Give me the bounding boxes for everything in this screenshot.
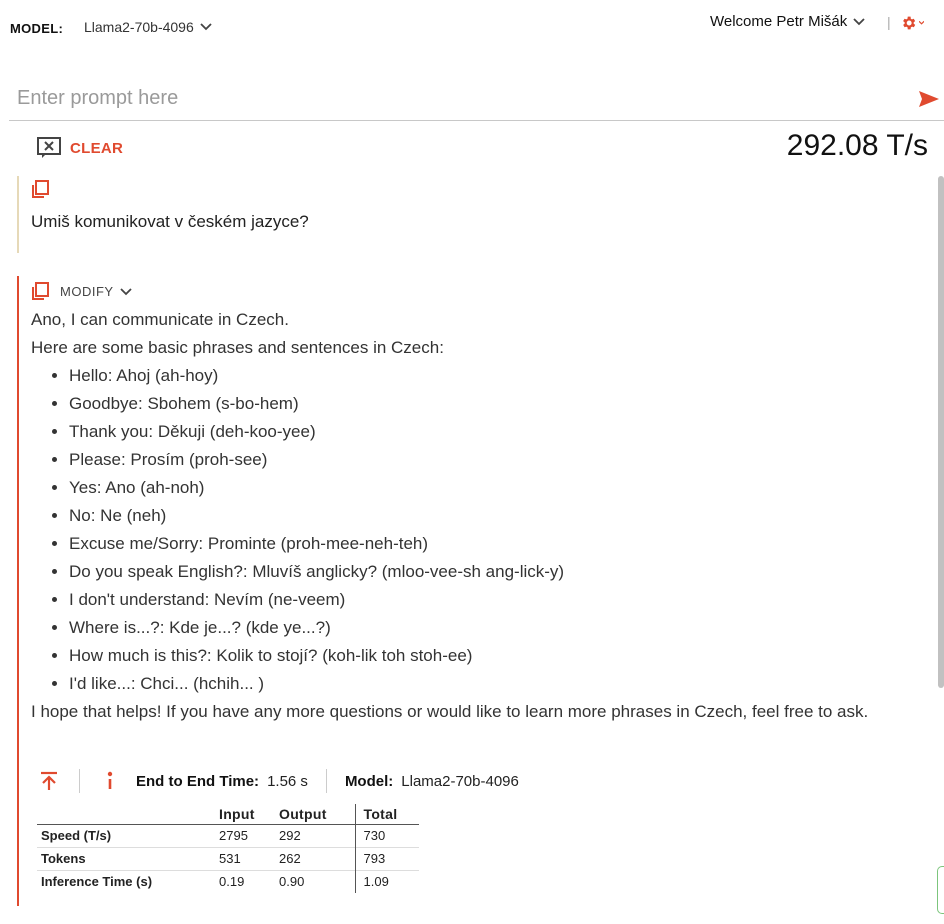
bot-outro: I hope that helps! If you have any more questions or would like to learn more phrases in Czech, feel free to ask. (31, 702, 869, 721)
clear-label: CLEAR (70, 139, 124, 157)
bot-intro-line: Here are some basic phrases and sentences in Czech: (31, 338, 444, 357)
copy-button[interactable] (30, 179, 50, 199)
list-item: • Where is...?: Kde je...? (kde ye...?) (69, 614, 921, 642)
info-icon (105, 771, 115, 791)
cell-input: 2795 (215, 824, 275, 847)
table-row (37, 870, 419, 893)
list-item: • Hello: Ahoj (ah-hoy) (69, 362, 921, 390)
list-item: • I'd like...: Chci... (hchih... ) (69, 670, 921, 698)
row-label: Speed (T/s) (37, 824, 215, 847)
modify-label: MODIFY (60, 284, 114, 299)
list-item: • Yes: Ano (ah-noh) (69, 474, 921, 502)
row-label: Tokens (37, 847, 215, 870)
bot-message-text (31, 306, 921, 726)
copy-button[interactable] (30, 281, 50, 301)
prompt-bar (9, 80, 944, 121)
copy-icon (30, 281, 50, 301)
metrics-table (37, 804, 419, 893)
side-tab[interactable] (937, 866, 944, 914)
chevron-down-icon (200, 23, 212, 31)
arrow-up-icon (40, 771, 58, 791)
model-dropdown-value: Llama2-70b-4096 (84, 19, 194, 35)
cell-input: 531 (215, 847, 275, 870)
send-button[interactable] (918, 89, 940, 109)
list-item: • No: Ne (neh) (69, 502, 921, 530)
list-item: • I don't understand: Nevím (ne-veem) (69, 586, 921, 614)
column-header: Total (355, 804, 419, 824)
list-item: • Do you speak English?: Mluvíš anglicky? (mloo-vee-sh ang-lick-y) (69, 558, 921, 586)
stats-model-value: Llama2-70b-4096 (401, 772, 519, 790)
scrollbar[interactable] (938, 176, 944, 688)
phrase-list (31, 362, 921, 698)
cell-total: 730 (355, 824, 419, 847)
send-icon (918, 89, 940, 109)
e2e-time-value: 1.56 s (267, 772, 308, 790)
list-item: • Excuse me/Sorry: Prominte (proh-mee-neh-teh) (69, 530, 921, 558)
table-row (37, 847, 419, 870)
stats-bar (37, 766, 917, 796)
list-item: • Thank you: Děkuji (deh-koo-yee) (69, 418, 921, 446)
welcome-text: Welcome Petr Mišák (710, 13, 848, 30)
gear-icon (900, 13, 917, 33)
stats-model-label: Model: (344, 772, 394, 790)
user-menu[interactable] (710, 13, 865, 30)
table-row (37, 824, 419, 847)
scroll-top-button[interactable] (37, 769, 61, 793)
e2e-time-label: End to End Time: (136, 772, 260, 790)
modify-dropdown[interactable] (60, 284, 132, 299)
copy-icon (30, 179, 50, 199)
bot-message (17, 276, 927, 906)
model-dropdown[interactable] (84, 19, 212, 35)
list-item: • Goodbye: Sbohem (s-bo-hem) (69, 390, 921, 418)
top-bar (0, 0, 944, 56)
cell-output: 0.90 (275, 870, 355, 893)
header-separator: | (887, 14, 891, 30)
throughput-readout: 292.08 T/s (786, 129, 928, 162)
prompt-input[interactable] (17, 84, 897, 112)
clear-button[interactable] (36, 136, 123, 160)
divider (326, 769, 327, 793)
column-header: Output (275, 804, 355, 824)
cell-total: 1.09 (355, 870, 419, 893)
list-item: • How much is this?: Kolik to stojí? (koh-lik toh stoh-ee) (69, 642, 921, 670)
table-header-row (37, 804, 419, 824)
divider (79, 769, 80, 793)
column-header: Input (215, 804, 275, 824)
cell-total: 793 (355, 847, 419, 870)
user-message-text: Umiš komunikovat v českém jazyce? (31, 212, 309, 231)
model-label: MODEL: (10, 21, 64, 36)
clear-icon (36, 136, 62, 160)
info-button[interactable] (98, 769, 122, 793)
bot-intro-line: Ano, I can communicate in Czech. (31, 310, 289, 329)
list-item: • Please: Prosím (proh-see) (69, 446, 921, 474)
chevron-down-icon (919, 20, 924, 26)
cell-output: 292 (275, 824, 355, 847)
chevron-down-icon (120, 288, 132, 296)
user-message (17, 176, 927, 253)
settings-button[interactable] (900, 12, 924, 34)
row-label: Inference Time (s) (37, 870, 215, 893)
column-header (37, 804, 215, 824)
chevron-down-icon (853, 18, 865, 26)
cell-input: 0.19 (215, 870, 275, 893)
cell-output: 262 (275, 847, 355, 870)
